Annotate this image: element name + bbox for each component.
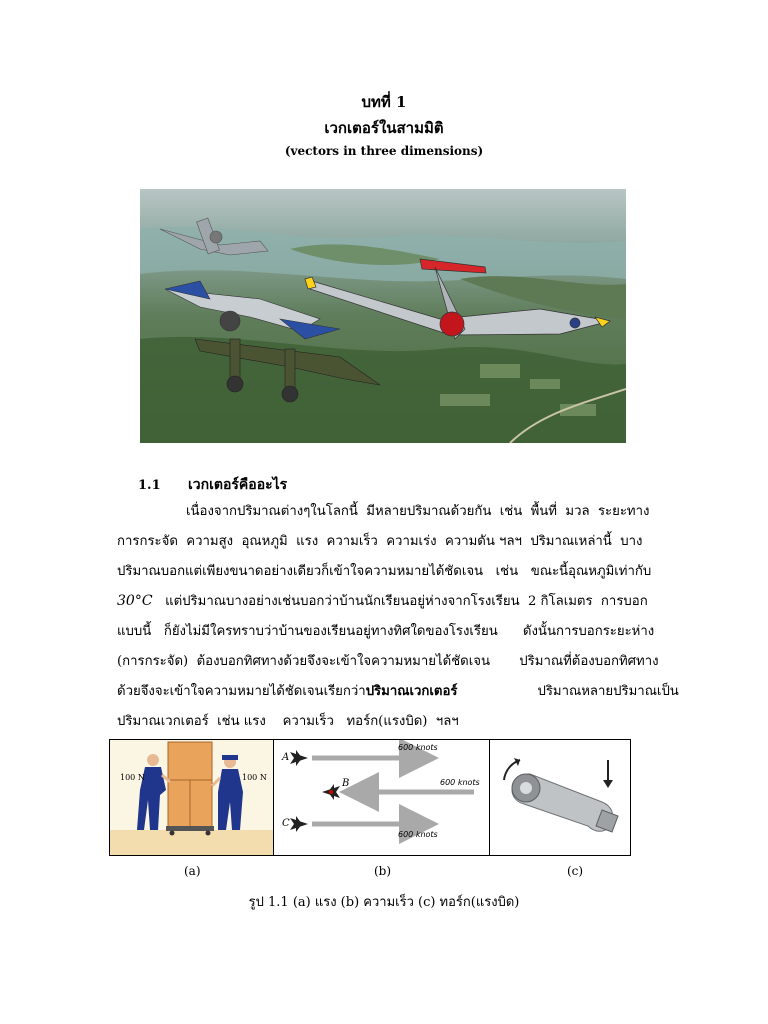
plane-a-label: A <box>282 752 290 763</box>
force-right-label: 100 N <box>242 773 267 782</box>
force-left-label: 100 N <box>120 773 145 782</box>
paragraph-line-5: แบบนี้ ก็ยังไม่มีใครทราบว่าบ้านของเรียนอยู่ทางทิศใดของโรงเรียน ดังนั้นการบอกระยะห่าง <box>117 624 655 639</box>
paragraph-line-2: การกระจัด ความสูง อุณหภูมิ แรง ความเร็ว ความเร่ง ความดัน ฯลฯ ปริมาณเหล่านี้ บาง <box>117 534 643 549</box>
panel-torque <box>490 740 630 855</box>
paragraph-line-3: ปริมาณบอกแต่เพียงขนาดอย่างเดียวก็เข้าใจความหมายได้ชัดเจน เช่น ขณะนี้อุณหภูมิเท่ากับ <box>117 564 652 579</box>
panel-velocity <box>274 740 490 855</box>
vector-quantity-term: ปริมาณเวกเตอร์ <box>365 684 458 699</box>
paragraph-line-1: เนื่องจากปริมาณต่างๆในโลกนี้ มีหลายปริมาณด้วยกัน เช่น พื้นที่ มวล ระยะทาง <box>186 504 650 519</box>
paragraph-line-6: (การกระจัด) ต้องบอกทิศทางด้วยจึงจะเข้าใจความหมายได้ชัดเจน ปริมาณที่ต้องบอกทิศทาง <box>117 654 659 669</box>
paragraph-line-7 <box>117 680 679 701</box>
paragraph-line-8: ปริมาณเวกเตอร์ เช่น แรง ความเร็ว ทอร์ก(แรงบิด) ฯลฯ <box>117 714 459 729</box>
figure-caption: รูป 1.1 (a) แรง (b) ความเร็ว (c) ทอร์ก(แรงบิด) <box>248 895 520 910</box>
paragraph-line-4 <box>117 590 648 611</box>
aircraft-formation-photo <box>140 189 626 443</box>
speed-label-c: 600 knots <box>398 830 438 839</box>
panel-force <box>110 740 274 855</box>
wrench-illustration <box>490 740 630 855</box>
section-title: เวกเตอร์คืออะไร <box>188 477 288 493</box>
figure-1-1 <box>109 739 631 856</box>
paragraph-line-4-text: แต่ปริมาณบางอย่างเช่นบอกว่าบ้านนักเรียนอยู่ห่างจากโรงเรียน 2 กิโลเมตร การบอก <box>165 594 648 609</box>
chapter-subtitle: (vectors in three dimensions) <box>284 144 484 158</box>
movers-illustration <box>110 740 273 855</box>
panel-label-b: (b) <box>374 864 392 878</box>
plane-c-label: C <box>282 818 290 829</box>
chapter-heading: บทที่ 1 <box>361 93 407 111</box>
speed-label-a: 600 knots <box>398 743 438 752</box>
paragraph-line-7-text: ด้วยจึงจะเข้าใจความหมายได้ชัดเจนเรียกว่า <box>117 684 366 699</box>
section-number: 1.1 <box>138 478 161 493</box>
plane-b-label: B <box>342 778 350 789</box>
velocity-illustration <box>274 740 489 855</box>
paragraph-line-7-tail: ปริมาณหลายปริมาณเป็น <box>537 684 679 699</box>
speed-label-b: 600 knots <box>440 778 480 787</box>
panel-label-c: (c) <box>567 864 584 878</box>
panel-label-a: (a) <box>184 864 201 878</box>
temperature-value: 30°C <box>117 593 153 609</box>
chapter-title: เวกเตอร์ในสามมิติ <box>324 119 444 137</box>
